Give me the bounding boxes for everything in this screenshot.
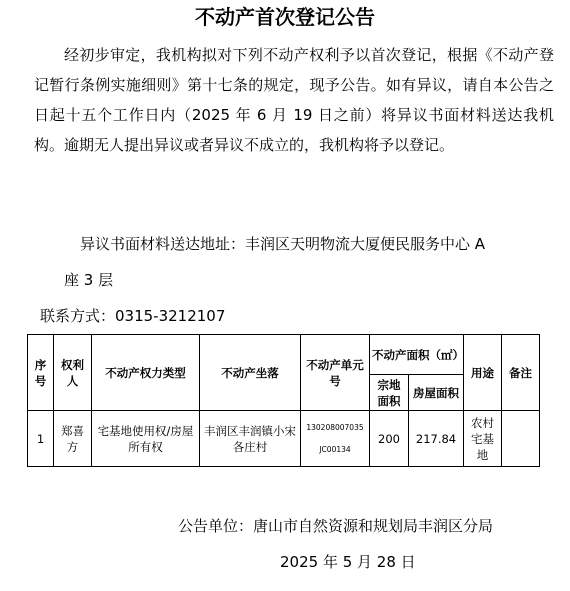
header-unit-no: 不动产单元号 — [301, 335, 370, 411]
cell-unit-no-line-2: JC00134 — [319, 444, 351, 454]
contact-info: 联系方式：0315-3212107 — [40, 307, 226, 325]
cell-remark — [502, 411, 540, 467]
issue-date: 2025 年 5 月 28 日 — [280, 553, 416, 571]
objection-address — [64, 226, 544, 298]
notice-paragraph: 经初步审定，我机构拟对下列不动产权利予以首次登记，根据《不动产登记暂行条例实施细则》第十七条的规定，现予公告。如有异议，请自本公告之日起十五个工作日内（2025 年 6 月 19 日之前）将异议书面材料送达我机构。逾期无人提出异议或者异议不成立的，我机构将予以登记。 — [34, 46, 554, 154]
cell-holder: 郑喜方 — [54, 411, 92, 467]
header-right-type: 不动产权力类型 — [92, 335, 200, 411]
header-location: 不动产坐落 — [200, 335, 301, 411]
header-usage: 用途 — [464, 335, 502, 411]
objection-address-line-2: 座 3 层 — [64, 271, 114, 289]
header-seq: 序号 — [28, 335, 54, 411]
header-area-group: 不动产面积（㎡） — [370, 335, 464, 375]
cell-right-type: 宅基地使用权/房屋所有权 — [92, 411, 200, 467]
header-land-area: 宗地面积 — [370, 375, 409, 411]
issuing-unit: 公告单位：唐山市自然资源和规划局丰润区分局 — [178, 517, 494, 535]
header-house-area: 房屋面积 — [409, 375, 464, 411]
cell-seq: 1 — [28, 411, 54, 467]
notice-title: 不动产首次登记公告 — [195, 5, 375, 29]
notice-body — [34, 40, 554, 160]
cell-land-area: 200 — [370, 411, 409, 467]
header-remark: 备注 — [502, 335, 540, 411]
registration-table — [27, 334, 540, 467]
cell-location: 丰润区丰润镇小宋各庄村 — [200, 411, 301, 467]
objection-address-line-1: 异议书面材料送达地址：丰润区天明物流大厦便民服务中心 A — [80, 235, 486, 253]
cell-house-area: 217.84 — [409, 411, 464, 467]
cell-unit-no-line-1: 130208007035 — [306, 422, 364, 432]
cell-unit-no — [301, 411, 370, 467]
table-row — [28, 411, 540, 467]
cell-usage: 农村宅基地 — [464, 411, 502, 467]
header-holder: 权利人 — [54, 335, 92, 411]
